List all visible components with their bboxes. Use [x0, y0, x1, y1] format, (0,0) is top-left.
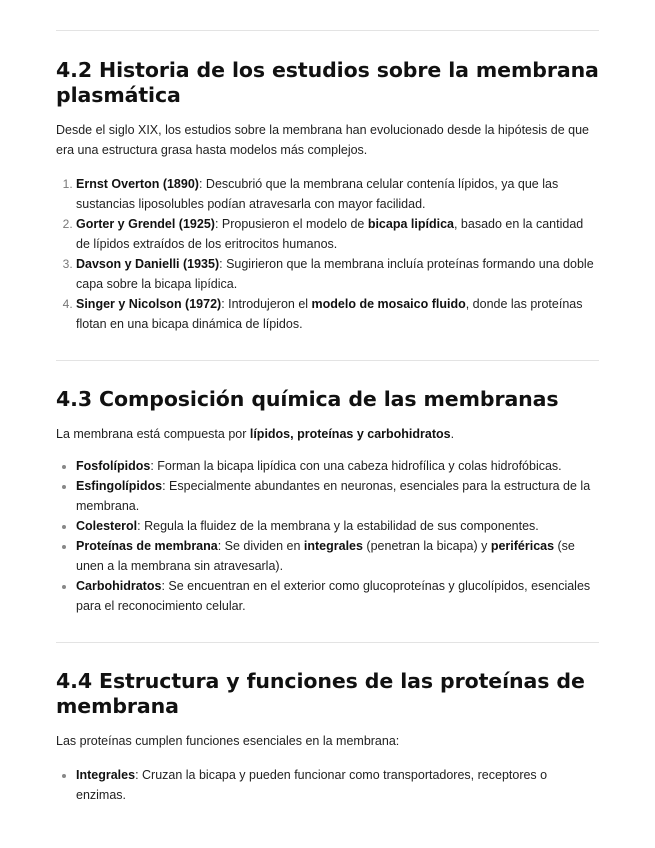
list-item: [76, 294, 599, 334]
intro-text: .: [450, 427, 455, 441]
list-item-term: Singer y Nicolson (1972): [76, 297, 222, 311]
list-item-text: (penetran la bicapa) y: [362, 539, 491, 553]
list-item: [76, 174, 599, 214]
section-divider: [56, 642, 599, 643]
section-intro: Desde el siglo XIX, los estudios sobre la membrana han evolucionado desde la hipótesis de que era una estructura grasa hasta modelos más complejos.: [56, 123, 589, 157]
list-item: [76, 516, 599, 536]
section-divider: [56, 30, 599, 31]
list-item-text: : Se encuentran en el exterior como glucoproteínas y glucolípidos, esenciales para el reconocimiento celular.: [76, 579, 591, 613]
list-item: [76, 576, 599, 616]
section-divider: [56, 360, 599, 361]
list-item-text: : Cruzan la bicapa y pueden funcionar como transportadores, receptores o enzimas.: [76, 768, 548, 802]
list-item-term: Davson y Danielli (1935): [76, 257, 220, 271]
document-content: [56, 0, 599, 805]
list-item-emphasis: integrales: [303, 539, 363, 553]
list-item-text: , basado en la cantidad de lípidos extraídos de los eritrocitos humanos.: [76, 217, 584, 251]
section-heading-4-3: 4.3 Composición química de las membranas: [56, 387, 559, 411]
list-item-emphasis: periféricas: [490, 539, 555, 553]
list-item-term: Ernst Overton (1890): [76, 177, 199, 191]
list-item: [76, 536, 599, 576]
section-intro: Las proteínas cumplen funciones esenciales en la membrana:: [56, 734, 400, 748]
list-item-text: : Especialmente abundantes en neuronas, esenciales para la estructura de la membrana.: [76, 479, 591, 513]
list-item-term: Carbohidratos: [76, 579, 162, 593]
section-heading-4-4: 4.4 Estructura y funciones de las proteínas de membrana: [56, 669, 585, 718]
list-item: [76, 476, 599, 516]
section-intro: [56, 424, 599, 444]
list-item: [76, 214, 599, 254]
list-item-text: : Forman la bicapa lipídica con una cabeza hidrofílica y colas hidrofóbicas.: [150, 459, 562, 473]
section-heading-4-2: 4.2 Historia de los estudios sobre la membrana plasmática: [56, 58, 599, 107]
intro-emphasis: lípidos, proteínas y carbohidratos: [249, 427, 451, 441]
protein-list: [56, 765, 599, 805]
list-item-term: Integrales: [76, 768, 136, 782]
intro-text: La membrana está compuesta por: [56, 427, 250, 441]
list-item-term: Fosfolípidos: [76, 459, 151, 473]
list-item-term: Gorter y Grendel (1925): [76, 217, 215, 231]
list-item-text: : Se dividen en: [217, 539, 304, 553]
list-item-term: Esfingolípidos: [76, 479, 163, 493]
list-item-term: Proteínas de membrana: [76, 539, 218, 553]
list-item-text: : Regula la fluidez de la membrana y la estabilidad de sus componentes.: [137, 519, 539, 533]
list-item-text: , donde las proteínas flotan en una bicapa dinámica de lípidos.: [76, 297, 583, 331]
list-item: [76, 765, 599, 805]
list-item: [76, 254, 599, 294]
list-item-term: Colesterol: [76, 519, 138, 533]
list-item-text: : Descubrió que la membrana celular contenía lípidos, ya que las sustancias liposolubles podían atravesarla con mayor facilidad.: [76, 177, 559, 211]
history-list: [56, 174, 599, 334]
list-item-text: : Introdujeron el: [221, 297, 312, 311]
composition-list: [56, 456, 599, 616]
list-item-emphasis: bicapa lipídica: [367, 217, 454, 231]
list-item-text: : Sugirieron que la membrana incluía proteínas formando una doble capa sobre la bicapa lipídica.: [76, 257, 594, 291]
list-item-text: (se unen a la membrana sin atravesarla).: [76, 539, 575, 573]
list-item-text: : Propusieron el modelo de: [214, 217, 368, 231]
list-item: [76, 456, 599, 476]
list-item-emphasis: modelo de mosaico fluido: [311, 297, 466, 311]
